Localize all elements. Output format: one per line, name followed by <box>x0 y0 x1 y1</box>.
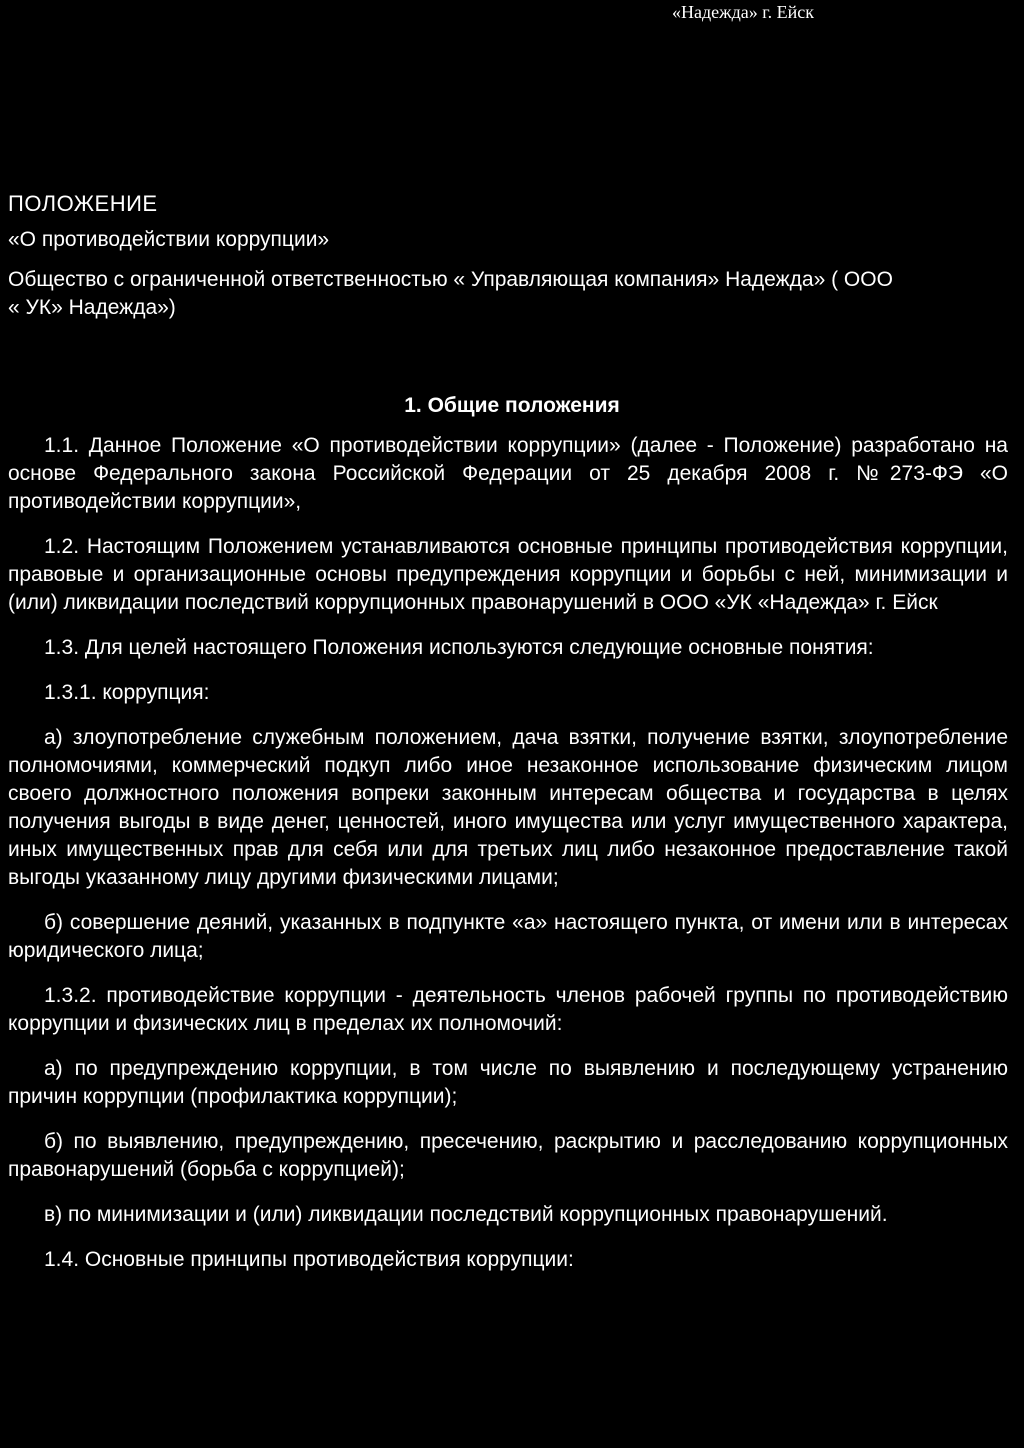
paragraph-1-4: 1.4. Основные принципы противодействия коррупции: <box>44 1248 574 1271</box>
paragraph-1-3-1-b: б) совершение деяний, указанных в подпункте «а» настоящего пункта, от имени или в интересах юридического лица; <box>8 911 1008 962</box>
paragraph-1-3-2: 1.3.2. противодействие коррупции - деятельность членов рабочей группы по противодействию коррупции и физических лиц в пределах их полномочий: <box>8 984 1008 1035</box>
paragraph-1-3-1: 1.3.1. коррупция: <box>44 681 210 704</box>
paragraph-1-3-2-v: в) по минимизации и (или) ликвидации последствий коррупционных правонарушений. <box>44 1203 888 1226</box>
paragraph-1-1: 1.1. Данное Положение «О противодействии коррупции» (далее - Положение) разработано на основе Федерального закона Российской Федерации от 25 декабря 2008 г. №273-ФЭ «О противодействии коррупции», <box>8 434 1008 513</box>
section-heading: 1. Общие положения <box>404 394 620 417</box>
paragraph-1-3-2-b: б) по выявлению, предупреждению, пресечению, раскрытию и расследованию коррупционных правонарушений (борьба с коррупцией); <box>8 1130 1008 1181</box>
paragraph-1-3-2-a: а) по предупреждению коррупции, в том числе по выявлению и последующему устранению причин коррупции (профилактика коррупции); <box>8 1057 1008 1108</box>
company-name: Общество с ограниченной ответственностью « Управляющая компания» Надежда» ( ООО « УК» Надежда») <box>8 268 893 319</box>
paragraph-1-3-1-a: а) злоупотребление служебным положением, дача взятки, получение взятки, злоупотребление полномочиями, коммерческий подкуп либо иное незаконное использование физическим лицом своего должностного положения вопреки законным интересам общества и государства в целях получения выгоды в виде денег, ценностей, иного имущества или услуг имущественного характера, иных имущественных прав для себя или для третьих лиц либо незаконное предоставление такой выгоды указанному лицу другими физическими лицами; <box>8 726 1008 889</box>
header-org: «Надежда» г. Ейск <box>672 2 814 22</box>
document-subject: «О противодействии коррупции» <box>8 228 330 251</box>
paragraph-1-3: 1.3. Для целей настоящего Положения используются следующие основные понятия: <box>44 636 874 659</box>
paragraph-1-2: 1.2. Настоящим Положением устанавливаются основные принципы противодействия коррупции, правовые и организационные основы предупреждения коррупции и борьбы с ней, минимизации и (или) ликвидации последствий коррупционных правонарушений в ООО «УК «Надежда» г. Ейск <box>8 535 1008 614</box>
document-body <box>8 432 1008 1291</box>
title-block <box>8 190 908 322</box>
document-title: ПОЛОЖЕНИЕ <box>8 191 158 216</box>
